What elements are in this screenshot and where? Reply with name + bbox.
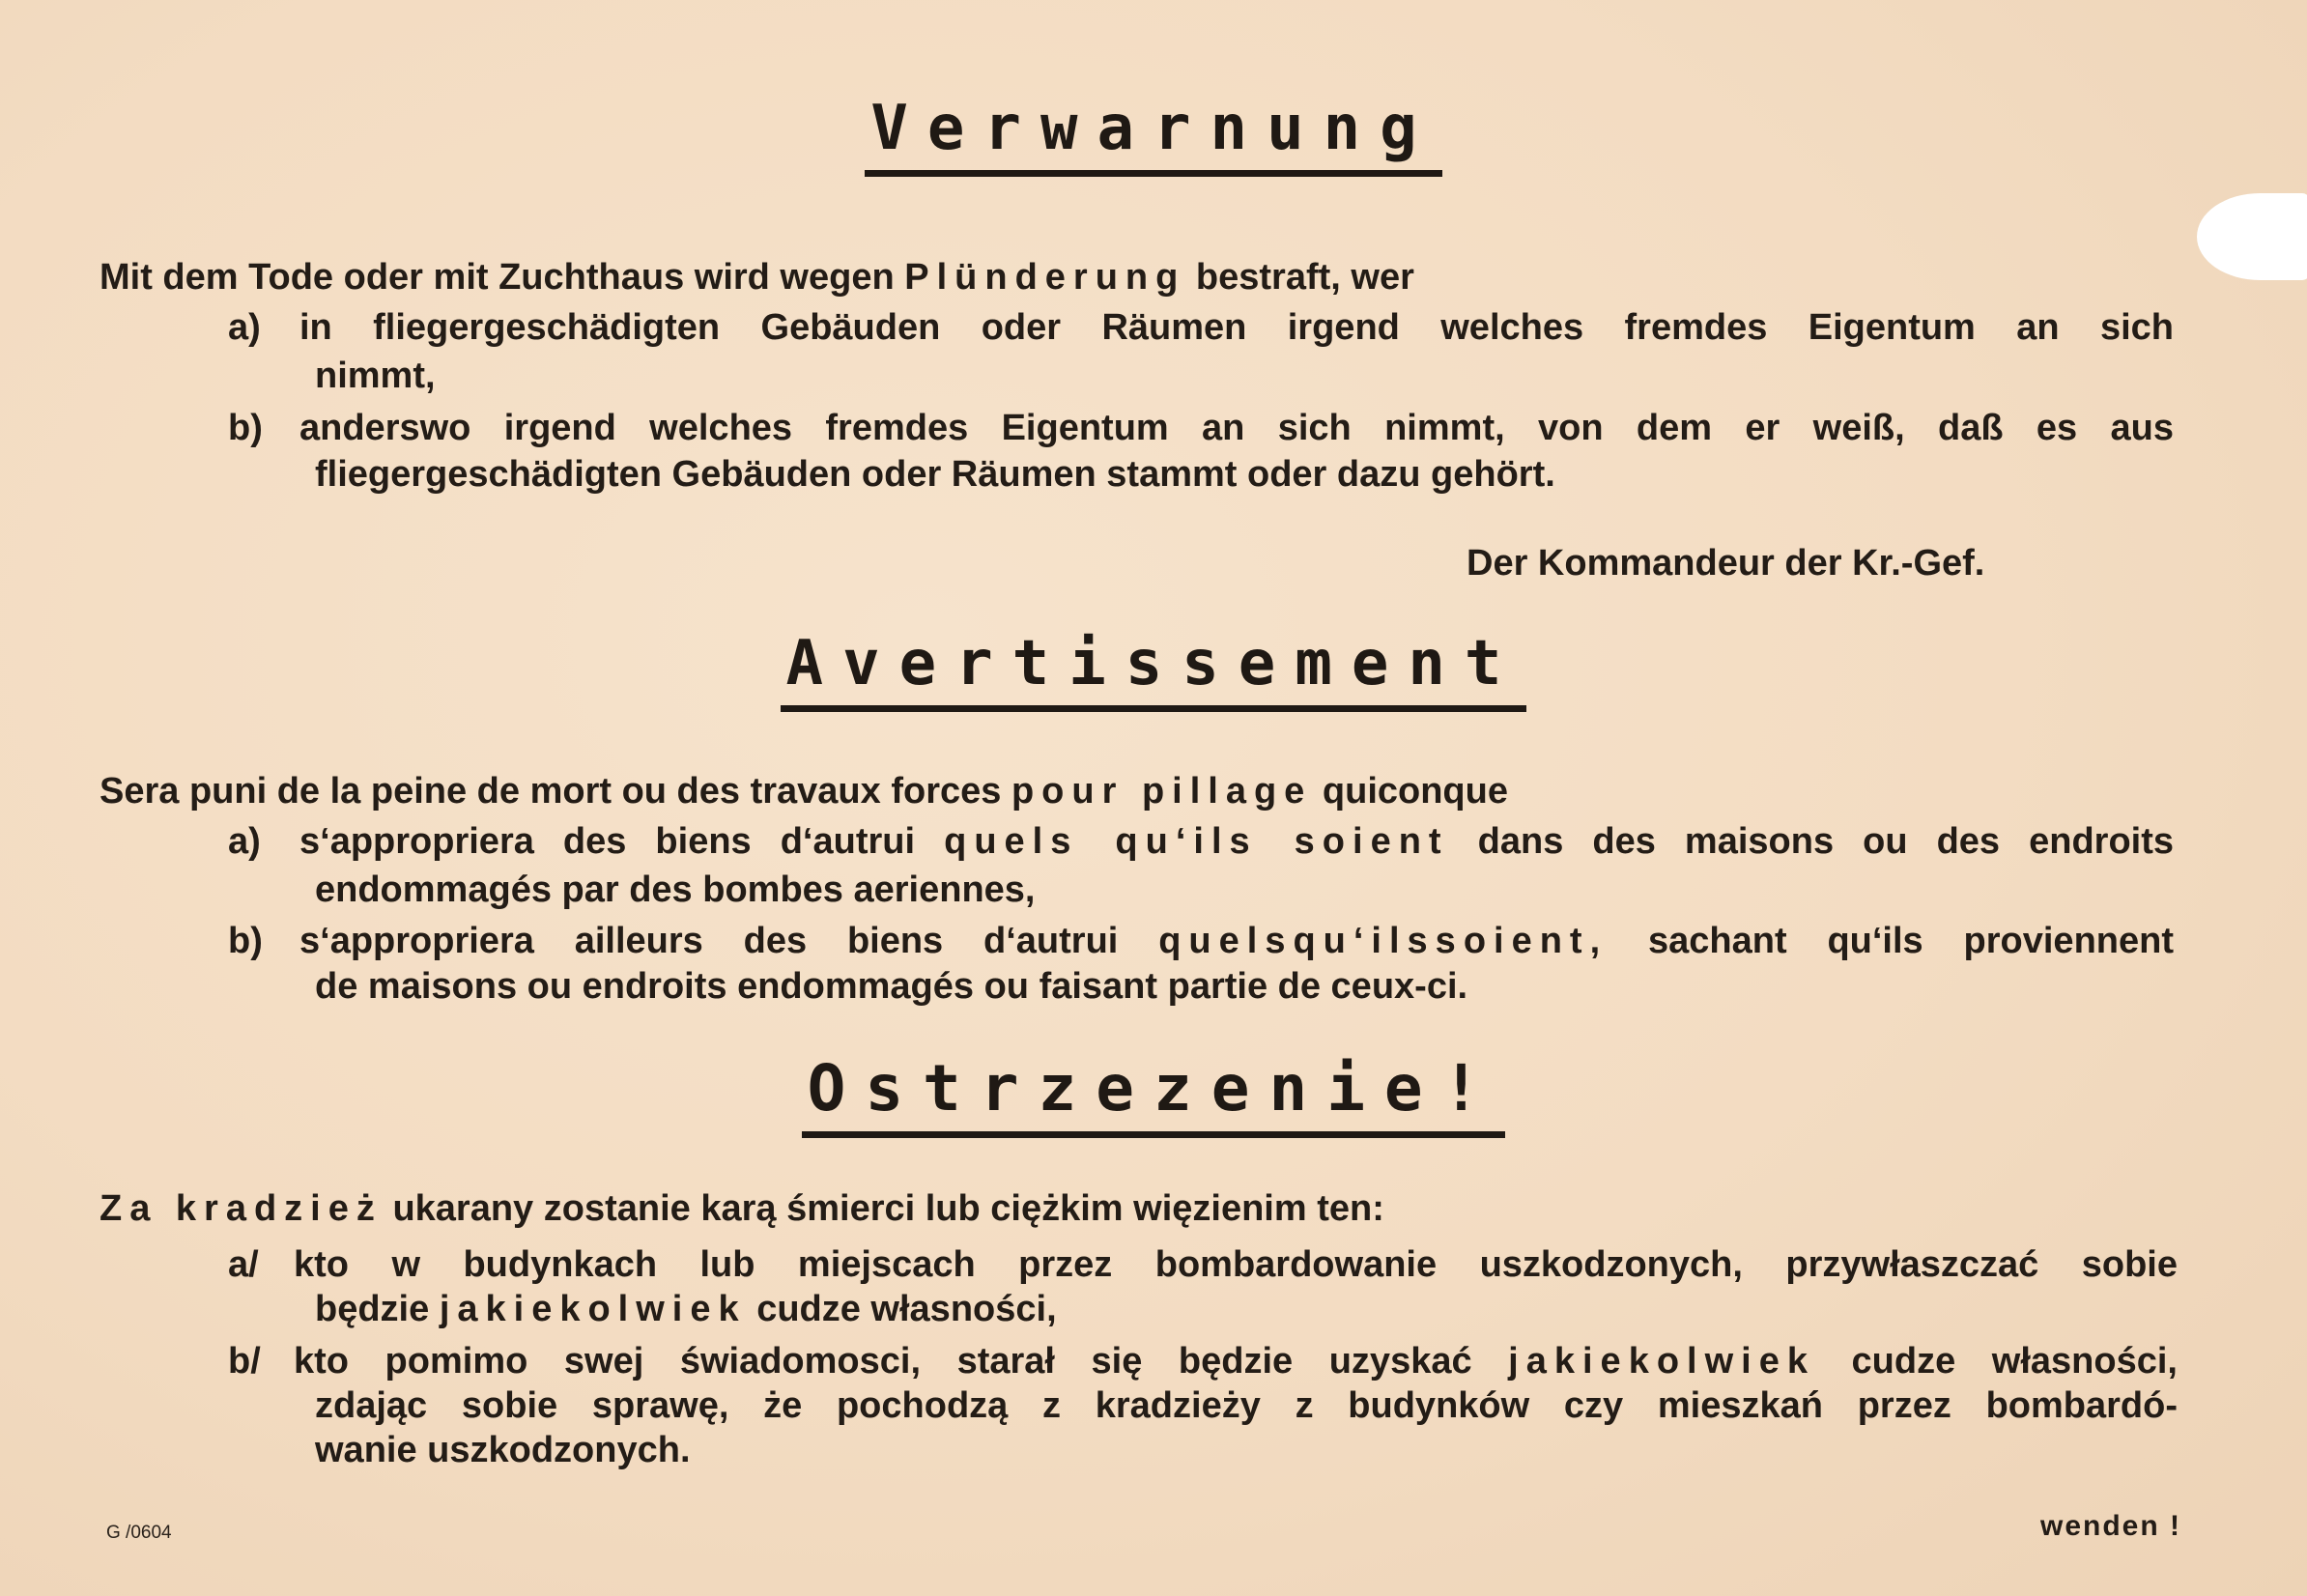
polish-clause-a-line2: będzie jakiekolwiek cudze własności,: [315, 1289, 1057, 1329]
german-intro: Mit dem Tode oder mit Zuchthaus wird wegen Plünderung bestraft, wer: [100, 257, 1414, 298]
polish-intro: Za kradzież ukarany zostanie karą śmierci lub ciężkim więzienim ten:: [100, 1188, 1384, 1229]
polish-clause-b-line1: kto pomimo swej świadomosci, starał się będzie uzyskać jakiekolwiek cudze własności,: [294, 1341, 2178, 1382]
polish-clause-b-label: b/: [228, 1341, 261, 1382]
german-clause-b-label: b): [228, 408, 263, 448]
french-clause-b-line2: de maisons ou endroits endommagés ou faisant partie de ceux-ci.: [315, 966, 1468, 1007]
french-clause-a-label: a): [228, 821, 261, 862]
german-clause-a-line1: in fliegergeschädigten Gebäuden oder Räumen irgend welches fremdes Eigentum an sich: [299, 307, 2174, 348]
polish-clause-b-line2: zdając sobie sprawę, że pochodzą z kradzieży z budynków czy mieszkań przez bombardó-: [315, 1385, 2178, 1426]
french-clause-a-line2: endommagés par des bombes aeriennes,: [315, 869, 1036, 910]
polish-clause-a-line1: kto w budynkach lub miejscach przez bombardowanie uszkodzonych, przywłaszczać sobie: [294, 1244, 2178, 1285]
german-clause-b-line1: anderswo irgend welches fremdes Eigentum an sich nimmt, von dem er weiß, daß es aus: [299, 408, 2174, 448]
signature: Der Kommandeur der Kr.-Gef.: [1467, 543, 1985, 584]
german-clause-b-line2: fliegergeschädigten Gebäuden oder Räumen stammt oder dazu gehört.: [315, 454, 1555, 495]
french-clause-b-line1: s‘appropriera ailleurs des biens d‘autrui quelsqu‘ilssoient, sachant qu‘ils proviennent: [299, 921, 2174, 961]
polish-title: Ostrzezenie!: [0, 1051, 2307, 1138]
french-clause-a-line1: s‘appropriera des biens d‘autrui quels qu‘ils soient dans des maisons ou des endroits: [299, 821, 2175, 862]
french-clause-b-label: b): [228, 921, 263, 961]
german-title: Verwarnung: [0, 93, 2307, 177]
german-clause-a-line2: nimmt,: [315, 356, 436, 396]
turn-over-note: wenden !: [2039, 1510, 2181, 1542]
german-clause-a-label: a): [228, 307, 261, 348]
polish-clause-b-line3: wanie uszkodzonych.: [315, 1430, 691, 1470]
french-intro: Sera puni de la peine de mort ou des travaux forces pour pillage quiconque: [100, 771, 1508, 812]
french-title: Avertissement: [0, 628, 2307, 712]
form-code: G /0604: [106, 1523, 172, 1543]
polish-clause-a-label: a/: [228, 1244, 259, 1285]
